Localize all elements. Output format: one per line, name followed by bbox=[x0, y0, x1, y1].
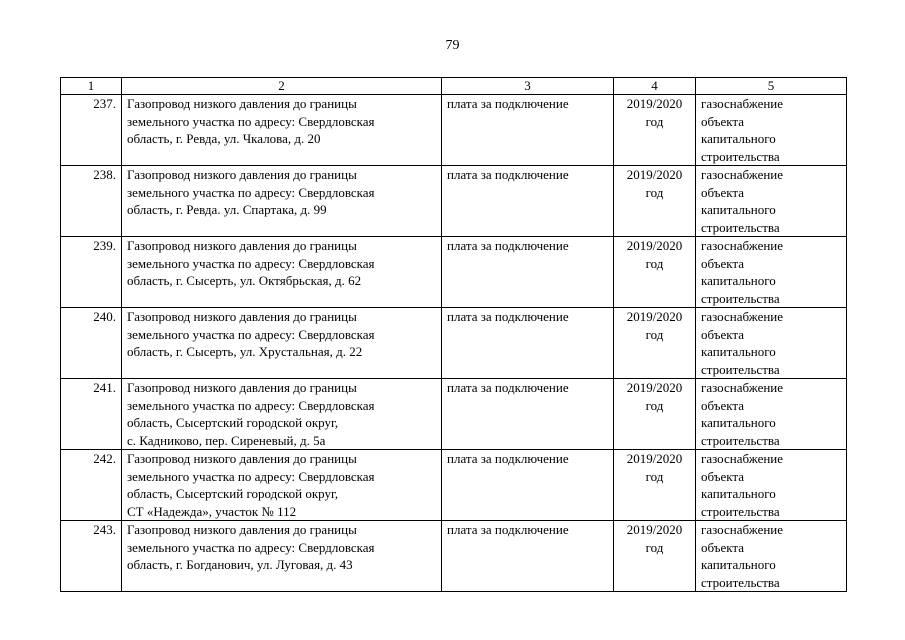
investment-table bbox=[60, 77, 847, 592]
row-number: 237. bbox=[61, 95, 122, 166]
period: 2019/2020 год bbox=[614, 450, 696, 521]
purpose: газоснабжение объекта капитального строительства bbox=[696, 521, 847, 592]
object-description: Газопровод низкого давления до границы земельного участка по адресу: Свердловская область, г. Сысерть, ул. Хрустальная, д. 22 bbox=[122, 308, 442, 379]
row-number: 239. bbox=[61, 237, 122, 308]
page-number: 79 bbox=[445, 38, 460, 53]
purpose: газоснабжение объекта капитального строительства bbox=[696, 308, 847, 379]
period: 2019/2020 год bbox=[614, 166, 696, 237]
row-number: 240. bbox=[61, 308, 122, 379]
table-row bbox=[61, 308, 847, 379]
period: 2019/2020 год bbox=[614, 308, 696, 379]
period: 2019/2020 год bbox=[614, 95, 696, 166]
object-description: Газопровод низкого давления до границы земельного участка по адресу: Свердловская область, г. Богданович, ул. Луговая, д. 43 bbox=[122, 521, 442, 592]
table-row bbox=[61, 521, 847, 592]
header-row bbox=[61, 78, 847, 95]
purpose: газоснабжение объекта капитального строительства bbox=[696, 379, 847, 450]
row-number: 241. bbox=[61, 379, 122, 450]
column-header-5: 5 bbox=[696, 78, 847, 95]
funding-basis: плата за подключение bbox=[442, 95, 614, 166]
funding-basis: плата за подключение bbox=[442, 450, 614, 521]
table-row bbox=[61, 166, 847, 237]
purpose: газоснабжение объекта капитального строительства bbox=[696, 95, 847, 166]
funding-basis: плата за подключение bbox=[442, 237, 614, 308]
object-description: Газопровод низкого давления до границы земельного участка по адресу: Свердловская область, Сысертский городской округ, с. Кадниково, пер. Сиреневый, д. 5а bbox=[122, 379, 442, 450]
funding-basis: плата за подключение bbox=[442, 166, 614, 237]
purpose: газоснабжение объекта капитального строительства bbox=[696, 450, 847, 521]
row-number: 238. bbox=[61, 166, 122, 237]
funding-basis: плата за подключение bbox=[442, 521, 614, 592]
column-header-1: 1 bbox=[61, 78, 122, 95]
purpose: газоснабжение объекта капитального строительства bbox=[696, 166, 847, 237]
table-row bbox=[61, 379, 847, 450]
period: 2019/2020 год bbox=[614, 237, 696, 308]
table-row bbox=[61, 237, 847, 308]
column-header-3: 3 bbox=[442, 78, 614, 95]
funding-basis: плата за подключение bbox=[442, 379, 614, 450]
column-header-2: 2 bbox=[122, 78, 442, 95]
funding-basis: плата за подключение bbox=[442, 308, 614, 379]
row-number: 243. bbox=[61, 521, 122, 592]
purpose: газоснабжение объекта капитального строительства bbox=[696, 237, 847, 308]
object-description: Газопровод низкого давления до границы земельного участка по адресу: Свердловская область, г. Ревда, ул. Чкалова, д. 20 bbox=[122, 95, 442, 166]
period: 2019/2020 год bbox=[614, 521, 696, 592]
period: 2019/2020 год bbox=[614, 379, 696, 450]
object-description: Газопровод низкого давления до границы земельного участка по адресу: Свердловская область, Сысертский городской округ, СТ «Надежда», участок № 112 bbox=[122, 450, 442, 521]
object-description: Газопровод низкого давления до границы земельного участка по адресу: Свердловская область, г. Сысерть, ул. Октябрьская, д. 62 bbox=[122, 237, 442, 308]
table-row bbox=[61, 450, 847, 521]
object-description: Газопровод низкого давления до границы земельного участка по адресу: Свердловская область, г. Ревда. ул. Спартака, д. 99 bbox=[122, 166, 442, 237]
table-row bbox=[61, 95, 847, 166]
column-header-4: 4 bbox=[614, 78, 696, 95]
row-number: 242. bbox=[61, 450, 122, 521]
